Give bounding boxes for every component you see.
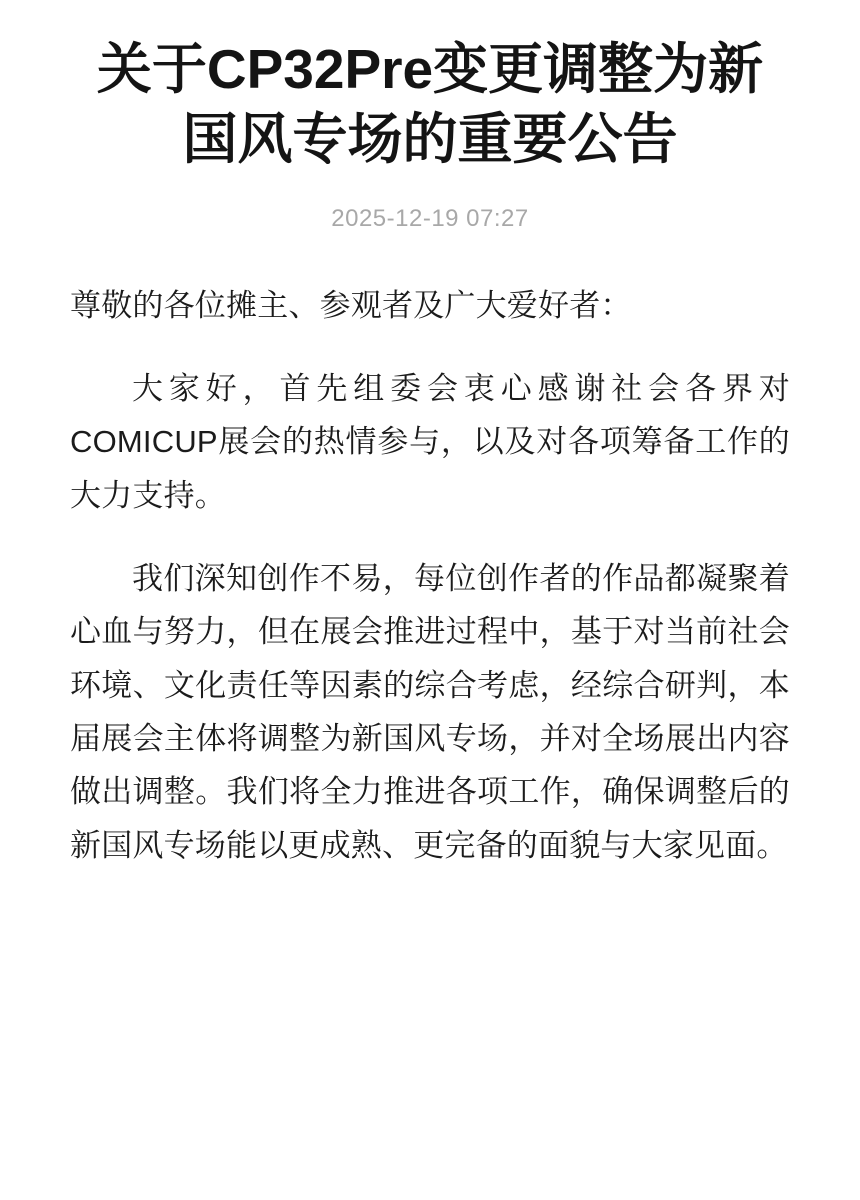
article-meta — [70, 205, 790, 233]
paragraph-thanks: 大家好，首先组委会衷心感谢社会各界对COMICUP展会的热情参与，以及对各项筹备工作的大力支持。 — [70, 371, 790, 513]
paragraph-announcement: 我们深知创作不易，每位创作者的作品都凝聚着心血与努力，但在展会推进过程中，基于对当前社会环境、文化责任等因素的综合考虑，经综合研判，本届展会主体将调整为新国风专场，并对全场展出内容做出调整。我们将全力推进各项工作，确保调整后的新国风专场能以更成熟、更完备的面貌与大家见面。 — [70, 561, 790, 863]
paragraph-salutation: 尊敬的各位摊主、参观者及广大爱好者： — [70, 287, 632, 323]
publish-timestamp: 2025-12-19 07:27 — [331, 204, 529, 232]
page-title: 关于CP32Pre变更调整为新国风专场的重要公告 — [96, 38, 764, 171]
article-body — [70, 279, 790, 872]
